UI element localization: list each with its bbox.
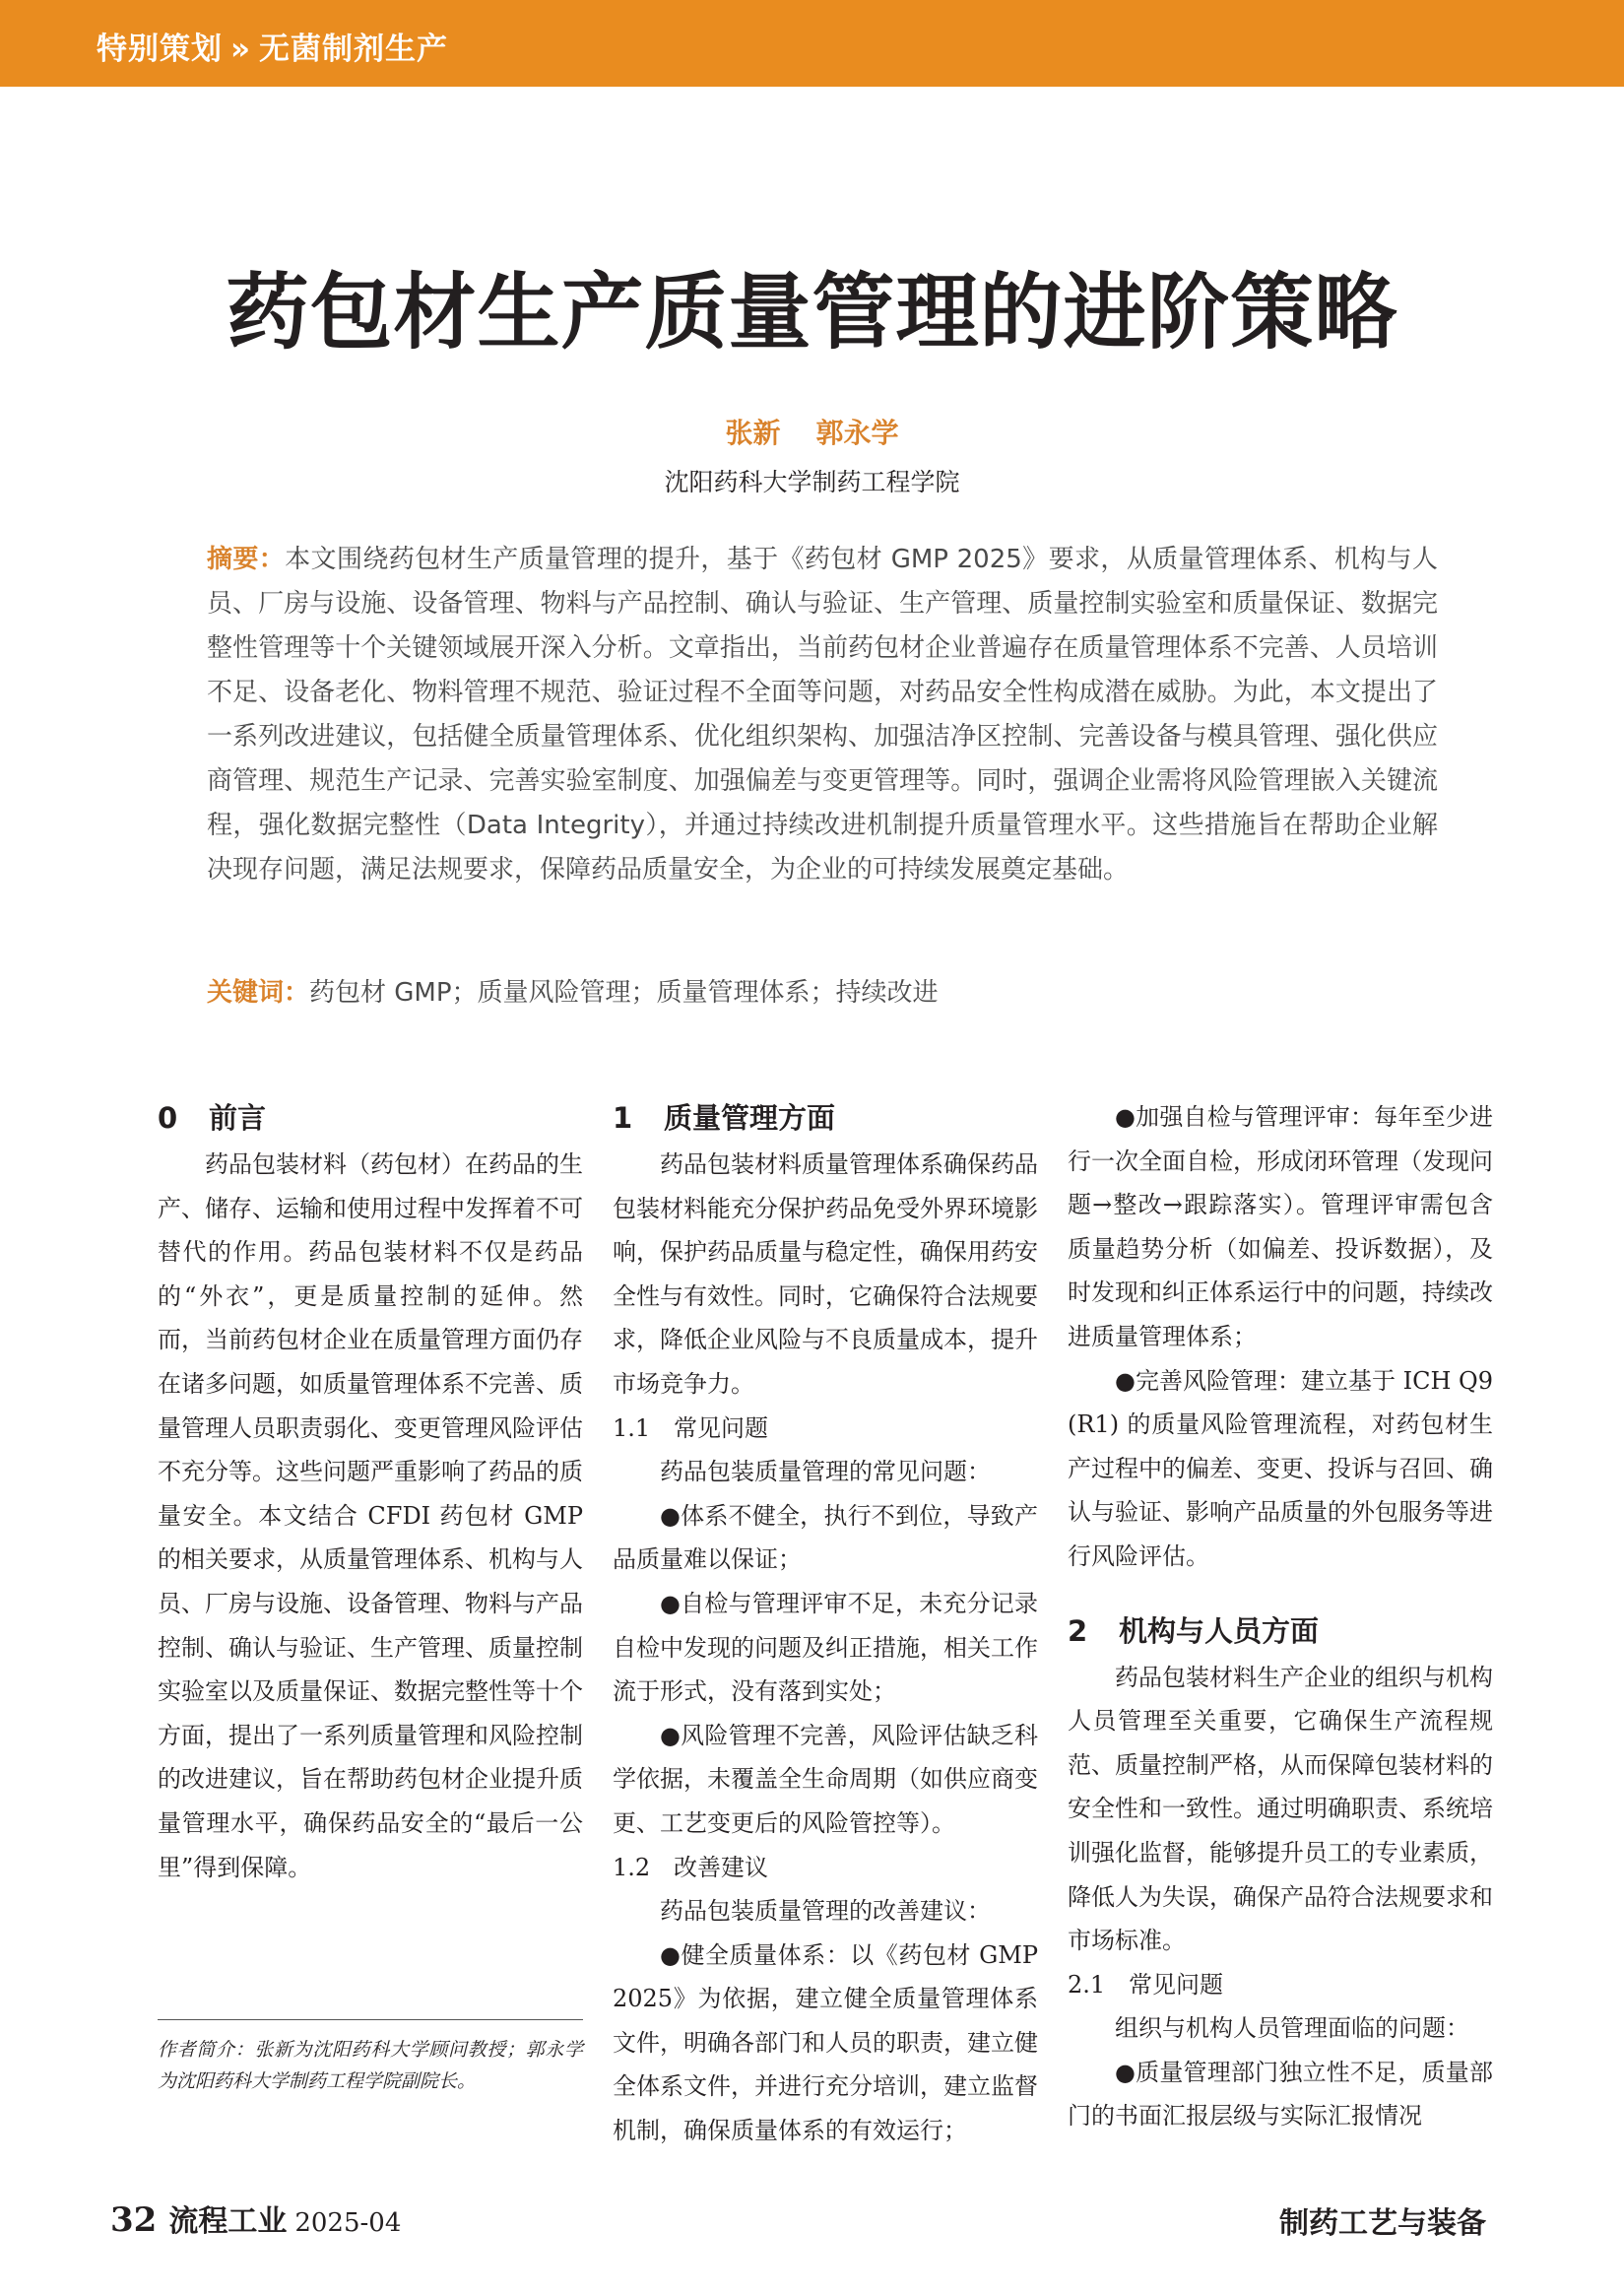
author-footnote: 作者简介：张新为沈阳药科大学顾问教授；郭永学为沈阳药科大学制药工程学院副院长。 [158,2019,583,2097]
section-heading [1068,1608,1493,1654]
keywords [207,973,1438,1013]
paragraph: 药品包装材料质量管理体系确保药品包装材料能充分保护药品免受外界环境影响，保护药品质量与稳定性，确保用药安全性与有效性。同时，它确保符合法规要求，降低企业风险与不良质量成本，提升市场竞争力。 [613,1150,1038,1398]
subsection-heading [1068,1963,1493,2007]
author-list [0,412,1624,451]
keywords-text: 药包材 GMP；质量风险管理；质量管理体系；持续改进 [309,978,939,1008]
bullet-item: ●完善风险管理：建立基于 ICH Q9 (R1) 的质量风险管理流程，对药包材生产过程中的偏差、变更、投诉与召回、确认与验证、影响产品质量的外包服务等进行风险评估。 [1068,1366,1493,1570]
page-number: 32 [110,2200,158,2240]
bullet-item: ●健全质量体系：以《药包材 GMP 2025》为依据，建立健全质量管理体系文件，明确各部门和人员的职责，建立健全体系文件，并进行充分培训，建立监督机制，确保质量体系的有效运行； [613,1940,1038,2145]
section-heading [158,1095,583,1141]
page-footer-left [110,2197,401,2240]
subsection-number: 2.1 [1068,1970,1106,1999]
section-heading [613,1095,1038,1141]
abstract [207,538,1438,892]
issue-number: 2025-04 [294,2208,402,2238]
section-title: 前言 [209,1101,267,1135]
subsection-heading [613,1846,1038,1890]
subsection-title: 改善建议 [674,1853,768,1881]
subsection-number: 1.1 [613,1413,651,1442]
bullet-item: ●体系不健全，执行不到位，导致产品质量难以保证； [613,1501,1038,1574]
paragraph: 药品包装质量管理的改善建议： [660,1897,991,1926]
section-number: 1 [613,1101,633,1135]
section-number: 2 [1068,1613,1088,1648]
paragraph: 药品包装质量管理的常见问题： [660,1458,991,1486]
author-name: 郭永学 [815,417,899,449]
section-title: 质量管理方面 [664,1101,836,1135]
paragraph: 组织与机构人员管理面临的问题： [1115,2014,1469,2043]
topic-label: 无菌制剂生产 [259,32,449,67]
bullet-item: ●质量管理部门独立性不足，质量部门的书面汇报层级与实际汇报情况 [1068,2058,1493,2131]
subsection-title: 常见问题 [1129,1970,1223,1999]
abstract-text: 本文围绕药包材生产质量管理的提升，基于《药包材 GMP 2025》要求，从质量管理体系、机构与人员、厂房与设施、设备管理、物料与产品控制、确认与验证、生产管理、质量控制实验室和质量保证、数据完整性管理等十个关键领域展开深入分析。文章指出，当前药包材企业普遍存在质量管理体系不完善、人员培训不足、设备老化、物料管理不规范、验证过程不全面等问题，对药品安全性构成潜在威胁。为此，本文提出了一系列改进建议，包括健全质量管理体系、优化组织架构、加强洁净区控制、完善设备与模具管理、强化供应商管理、规范生产记录、完善实验室制度、加强偏差与变更管理等。同时，强调企业需将风险管理嵌入关键流程，强化数据完整性（Data Integrity），并通过持续改进机制提升质量管理水平。这些措施旨在帮助企业解决现存问题，满足法规要求，保障药品质量安全，为企业的可持续发展奠定基础。 [207,545,1438,885]
section-label: 特别策划 [97,32,223,67]
bullet-item: ●风险管理不完善，风险评估缺乏科学依据，未覆盖全生命周期（如供应商变更、工艺变更后的风险管控等）。 [613,1721,1038,1837]
affiliation: 沈阳药科大学制药工程学院 [664,468,960,496]
spacer [1068,1579,1493,1608]
column-name: 制药工艺与装备 [1279,2206,1486,2241]
section-number: 0 [158,1101,178,1135]
abstract-label: 摘要： [207,545,286,574]
double-chevron-icon: » [230,32,252,67]
column-1 [158,1095,583,1889]
subsection-number: 1.2 [613,1853,651,1881]
subsection-title: 常见问题 [674,1413,768,1442]
journal-name: 流程工业 [168,2204,288,2239]
paragraph: 药品包装材料生产企业的组织与机构人员管理至关重要，它确保生产流程规范、质量控制严格，从而保障包装材料的安全性和一致性。通过明确职责、系统培训强化监督，能够提升员工的专业素质，降低人为失误，确保产品符合法规要求和市场标准。 [1068,1663,1493,1955]
section-title: 机构与人员方面 [1119,1613,1320,1648]
keywords-label: 关键词： [207,978,310,1008]
paragraph: 药品包装材料（药包材）在药品的生产、储存、运输和使用过程中发挥着不可替代的作用。药品包装材料不仅是药品的“外衣”，更是质量控制的延伸。然而，当前药包材企业在质量管理方面仍存在诸多问题，如质量管理体系不完善、质量管理人员职责弱化、变更管理风险评估不充分等。这些问题严重影响了药品的质量安全。本文结合 CFDI 药包材 GMP 的相关要求，从质量管理体系、机构与人员、厂房与设施、设备管理、物料与产品控制、确认与验证、生产管理、质量控制实验室以及质量保证、数据完整性等十个方面，提出了一系列质量管理和风险控制的改进建议，旨在帮助药包材企业提升质量管理水平，确保药品安全的“最后一公里”得到保障。 [158,1150,583,1881]
author-name: 张新 [725,417,781,449]
bullet-item: ●自检与管理评审不足，未充分记录自检中发现的问题及纠正措施，相关工作流于形式，没有落到实处； [613,1589,1038,1706]
column-3 [1068,1095,1493,2138]
article-title: 药包材生产质量管理的进阶策略 [226,264,1398,361]
subsection-heading [613,1407,1038,1451]
bullet-item: ●加强自检与管理评审：每年至少进行一次全面自检，形成闭环管理（发现问题→整改→跟踪落实）。管理评审需包含质量趋势分析（如偏差、投诉数据），及时发现和纠正体系运行中的问题，持续改进质量管理体系； [1068,1103,1493,1350]
section-header [97,24,448,68]
column-2 [613,1095,1038,2153]
